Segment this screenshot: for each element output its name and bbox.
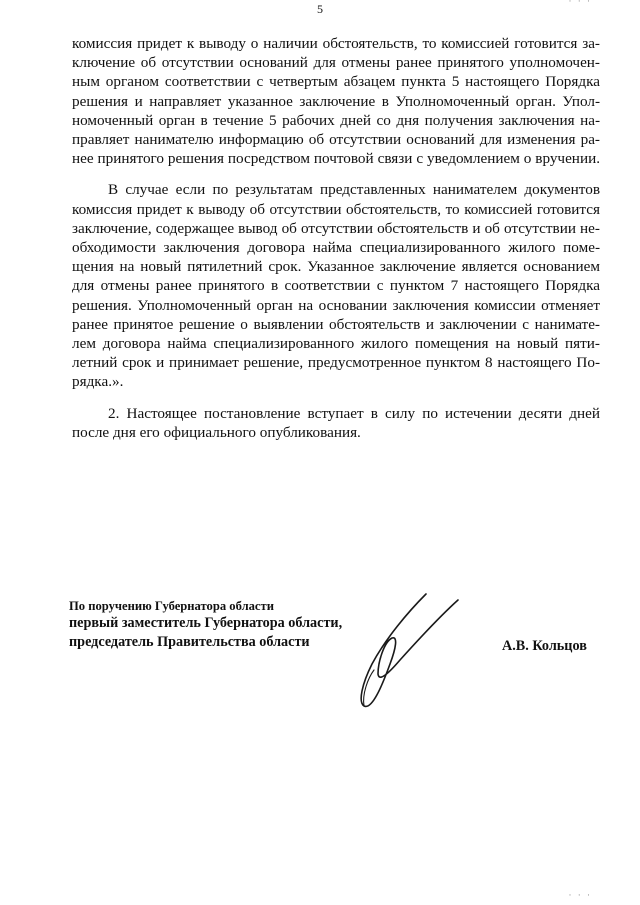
page-number: 5: [317, 2, 323, 16]
text-line: ранее принятое решение о выявлении обстоятельств и заключении с нанимате-: [72, 315, 600, 333]
text-line: заключение, содержащее вывод об отсутствии обстоятельств и об отсутствии не-: [72, 219, 600, 237]
text-line: номоченный орган в течение 5 рабочих дней со дня получения заключения на-: [72, 111, 600, 129]
signatory-position-2: председатель Правительства области: [69, 633, 310, 650]
text-line: рядка.».: [72, 373, 124, 391]
text-line: летний срок и принимает решение, предусмотренное пунктом 8 настоящего По-: [72, 354, 600, 372]
text-line: ключение об отсутствии оснований для отмены ранее принятого уполномочен-: [72, 54, 600, 72]
text-line: ным органом соответствии с четвертым абзацем пункта 5 настоящего Порядка: [72, 73, 600, 91]
text-line: для отмены ранее принятого в соответствии с пунктом 7 настоящего Порядка: [72, 277, 600, 295]
signatory-name: А.В. Кольцов: [502, 638, 587, 654]
text-line: решения и направляет указанное заключение в Уполномоченный орган. Упол-: [72, 92, 600, 110]
paragraph-gap: [72, 392, 600, 404]
handwritten-signature: [338, 590, 464, 712]
text-line: нее принятого решения посредством почтовой связи с уведомлением о вручении.: [72, 150, 600, 168]
signatory-title-block: [69, 598, 369, 651]
text-line: решения. Уполномоченный орган на основании заключения комиссии отменяет: [72, 296, 600, 314]
signatory-authority: По поручению Губернатора области: [69, 599, 274, 613]
text-line: обходимости заключения договора найма специализированного жилого поме-: [72, 239, 600, 257]
text-line: щения на новый пятилетний срок. Указанное заключение является основанием: [72, 258, 600, 276]
scan-corner-mark-bottom: · · ·: [568, 890, 592, 900]
signatory-position: первый заместитель Губернатора области,: [69, 615, 343, 631]
text-line: комиссия придет к выводу о наличии обстоятельств, то комиссией готовится за-: [72, 35, 600, 52]
paragraph-3: [72, 404, 600, 442]
text-line: 2. Настоящее постановление вступает в силу по истечении десяти дней: [108, 404, 600, 422]
paragraph-1: [72, 34, 600, 168]
paragraph-gap: [72, 168, 600, 180]
text-line: правляет нанимателю информацию об отсутствии оснований для изменения ра-: [72, 131, 600, 149]
text-line: В случае если по результатам представленных нанимателем документов: [108, 181, 600, 199]
paragraph-2: [72, 180, 600, 391]
text-line: лем договора найма специализированного жилого помещения на новый пяти-: [72, 335, 600, 353]
scan-corner-mark-top: · · ·: [568, 0, 592, 6]
text-line: комиссия придет к выводу об отсутствии обстоятельств, то комиссией готовится: [72, 200, 600, 218]
text-line: после дня его официального опубликования.: [72, 423, 361, 441]
body-text: [72, 34, 600, 442]
